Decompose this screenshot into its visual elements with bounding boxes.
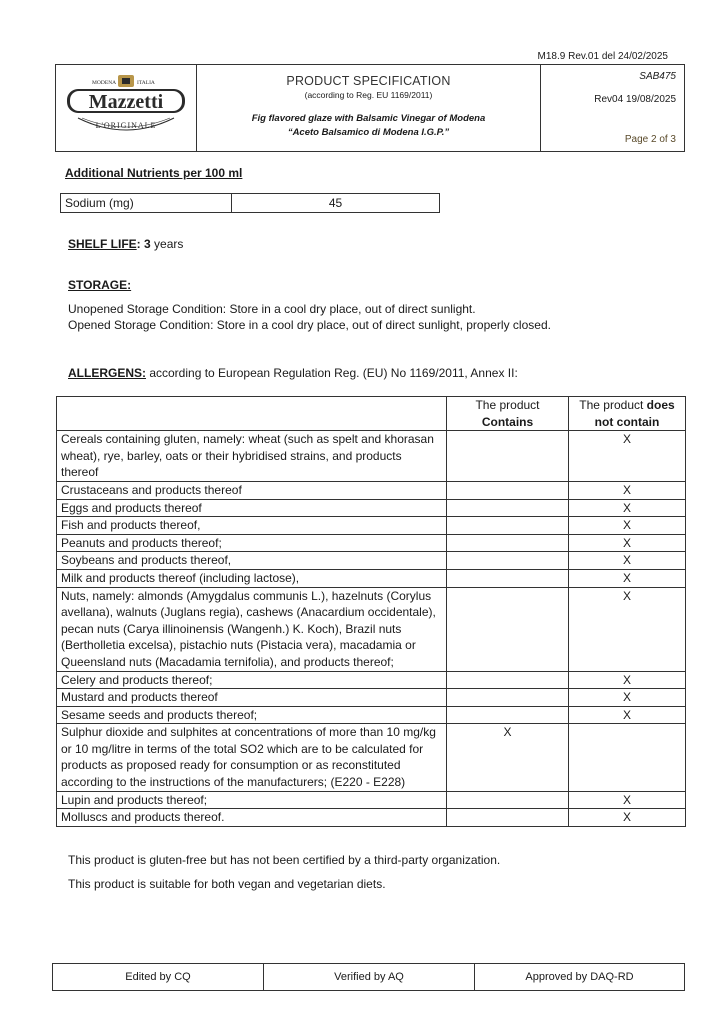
allergen-row — [57, 499, 686, 517]
allergen-not-contain-mark: X — [569, 706, 686, 724]
product-name-line1: Fig flavored glaze with Balsamic Vinegar of Modena — [251, 113, 486, 124]
allergen-contains-mark — [447, 569, 569, 587]
allergens-header-row — [57, 397, 686, 431]
allergen-contains-mark — [447, 499, 569, 517]
footer-table — [52, 963, 685, 991]
document-code: M18.9 Rev.01 del 24/02/2025 — [537, 51, 668, 62]
allergen-name: Fish and products thereof, — [57, 517, 447, 535]
allergen-name: Sulphur dioxide and sulphites at concentrations of more than 10 mg/kg or 10 mg/litre in terms of the total SO2 which are to be calculated for products as proposed ready for consumption or as reconstituted according to the instructions of the manufacturers; (E220 - E228) — [57, 724, 447, 791]
product-code: SAB475 — [639, 71, 676, 82]
allergen-contains-mark — [447, 481, 569, 499]
allergen-header-blank — [57, 397, 447, 431]
allergen-name: Sesame seeds and products thereof; — [57, 706, 447, 724]
allergen-not-contain-mark: X — [569, 671, 686, 689]
allergens-table — [56, 396, 686, 827]
allergens-intro-text: according to European Regulation Reg. (EU) No 1169/2011, Annex II: — [146, 366, 518, 380]
nutrient-name: Sodium (mg) — [61, 194, 232, 213]
title-cell — [197, 65, 541, 151]
allergen-row — [57, 431, 686, 482]
allergen-row — [57, 517, 686, 535]
allergen-contains-mark — [447, 534, 569, 552]
storage-unopened: Unopened Storage Condition: Store in a cool dry place, out of direct sunlight. — [68, 302, 476, 316]
allergens-intro — [68, 366, 518, 380]
allergen-contains-mark — [447, 587, 569, 671]
header-not-bold1: does — [646, 398, 675, 412]
verified-by: Verified by AQ — [264, 964, 475, 991]
allergen-name: Mustard and products thereof — [57, 689, 447, 707]
allergen-contains-mark — [447, 706, 569, 724]
logo-cell — [56, 65, 197, 151]
allergen-not-contain-mark: X — [569, 499, 686, 517]
allergen-contains-mark — [447, 791, 569, 809]
allergen-contains-mark — [447, 809, 569, 827]
allergen-name: Lupin and products thereof; — [57, 791, 447, 809]
logo-banner-text: L'ORIGINALE — [95, 121, 157, 130]
mazzetti-logo — [64, 72, 188, 144]
allergen-row — [57, 809, 686, 827]
allergen-not-contain-mark: X — [569, 587, 686, 671]
header-not-pre: The product — [579, 398, 647, 412]
allergen-row — [57, 791, 686, 809]
code-cell — [541, 65, 684, 151]
page-number: Page 2 of 3 — [624, 134, 676, 145]
allergen-row — [57, 481, 686, 499]
allergen-contains-mark: X — [447, 724, 569, 791]
allergen-contains-mark — [447, 671, 569, 689]
header-not-contain — [569, 397, 686, 431]
allergen-name: Crustaceans and products thereof — [57, 481, 447, 499]
allergen-not-contain-mark: X — [569, 481, 686, 499]
allergen-not-contain-mark: X — [569, 552, 686, 570]
logo-top-right: ITALIA — [137, 80, 155, 86]
logo-brand-text: Mazzetti — [88, 91, 164, 113]
allergen-row — [57, 689, 686, 707]
nutrients-row — [61, 194, 440, 213]
shelf-life-label: SHELF LIFE — [68, 237, 137, 251]
allergen-name: Nuts, namely: almonds (Amygdalus communis L.), hazelnuts (Corylus avellana), walnuts (Juglans regia), cashews (Anacardium occidentale), pecan nuts (Carya illinoinensis (Wangenh.) K. Koch), Brazil nuts (Bertholletia excelsa), pistachio nuts (Pistacia vera), macadamia or Queensland nuts (Macadamia ternifolia), and products thereof; — [57, 587, 447, 671]
allergen-contains-mark — [447, 431, 569, 482]
nutrient-value: 45 — [232, 194, 440, 213]
allergen-not-contain-mark: X — [569, 809, 686, 827]
shelf-life — [68, 237, 183, 251]
allergen-name: Peanuts and products thereof; — [57, 534, 447, 552]
shelf-life-colon: : — [136, 237, 141, 251]
allergen-contains-mark — [447, 689, 569, 707]
approved-by: Approved by DAQ-RD — [475, 964, 685, 991]
allergen-not-contain-mark — [569, 724, 686, 791]
revision: Rev04 19/08/2025 — [594, 94, 676, 105]
allergen-not-contain-mark: X — [569, 569, 686, 587]
product-name-line2: “Aceto Balsamico di Modena I.G.P.” — [287, 127, 450, 138]
allergen-row — [57, 706, 686, 724]
spec-regulation: (according to Reg. EU 1169/2011) — [304, 90, 433, 100]
header-contains-line2: Contains — [481, 414, 534, 429]
nutrients-table — [60, 193, 440, 213]
vegan-note: This product is suitable for both vegan and vegetarian diets. — [68, 877, 386, 891]
allergen-contains-mark — [447, 517, 569, 535]
edited-by: Edited by CQ — [53, 964, 264, 991]
allergen-not-contain-mark: X — [569, 431, 686, 482]
allergen-row — [57, 534, 686, 552]
shelf-life-value: 3 — [144, 237, 151, 251]
allergen-not-contain-mark: X — [569, 791, 686, 809]
allergen-row — [57, 671, 686, 689]
allergen-name: Cereals containing gluten, namely: wheat (such as spelt and khorasan wheat), rye, barley, oats or their hybridised strains, and products thereof — [57, 431, 447, 482]
allergen-name: Soybeans and products thereof, — [57, 552, 447, 570]
allergen-not-contain-mark: X — [569, 517, 686, 535]
allergen-row — [57, 724, 686, 791]
allergens-label: ALLERGENS: — [68, 366, 146, 380]
header-contains-line1: The product — [475, 398, 540, 412]
storage-opened: Opened Storage Condition: Store in a cool dry place, out of direct sunlight, properly closed. — [68, 318, 551, 332]
allergen-name: Eggs and products thereof — [57, 499, 447, 517]
allergen-name: Celery and products thereof; — [57, 671, 447, 689]
allergen-not-contain-mark: X — [569, 534, 686, 552]
allergen-row — [57, 569, 686, 587]
header-not-bold2: not contain — [594, 414, 660, 429]
header-box — [55, 64, 685, 152]
shelf-life-unit: years — [150, 237, 184, 251]
allergen-not-contain-mark: X — [569, 689, 686, 707]
footer-row — [53, 964, 685, 991]
logo-top-left: MODENA — [92, 80, 117, 86]
gluten-free-note: This product is gluten-free but has not been certified by a third-party organization. — [68, 853, 501, 867]
spec-title: PRODUCT SPECIFICATION — [286, 74, 451, 88]
product-name — [197, 112, 540, 140]
storage-heading: STORAGE: — [68, 278, 132, 292]
allergen-row — [57, 552, 686, 570]
nutrients-heading: Additional Nutrients per 100 ml — [65, 166, 243, 180]
allergen-row — [57, 587, 686, 671]
allergen-name: Molluscs and products thereof. — [57, 809, 447, 827]
allergen-name: Milk and products thereof (including lactose), — [57, 569, 447, 587]
header-contains — [447, 397, 569, 431]
allergen-contains-mark — [447, 552, 569, 570]
